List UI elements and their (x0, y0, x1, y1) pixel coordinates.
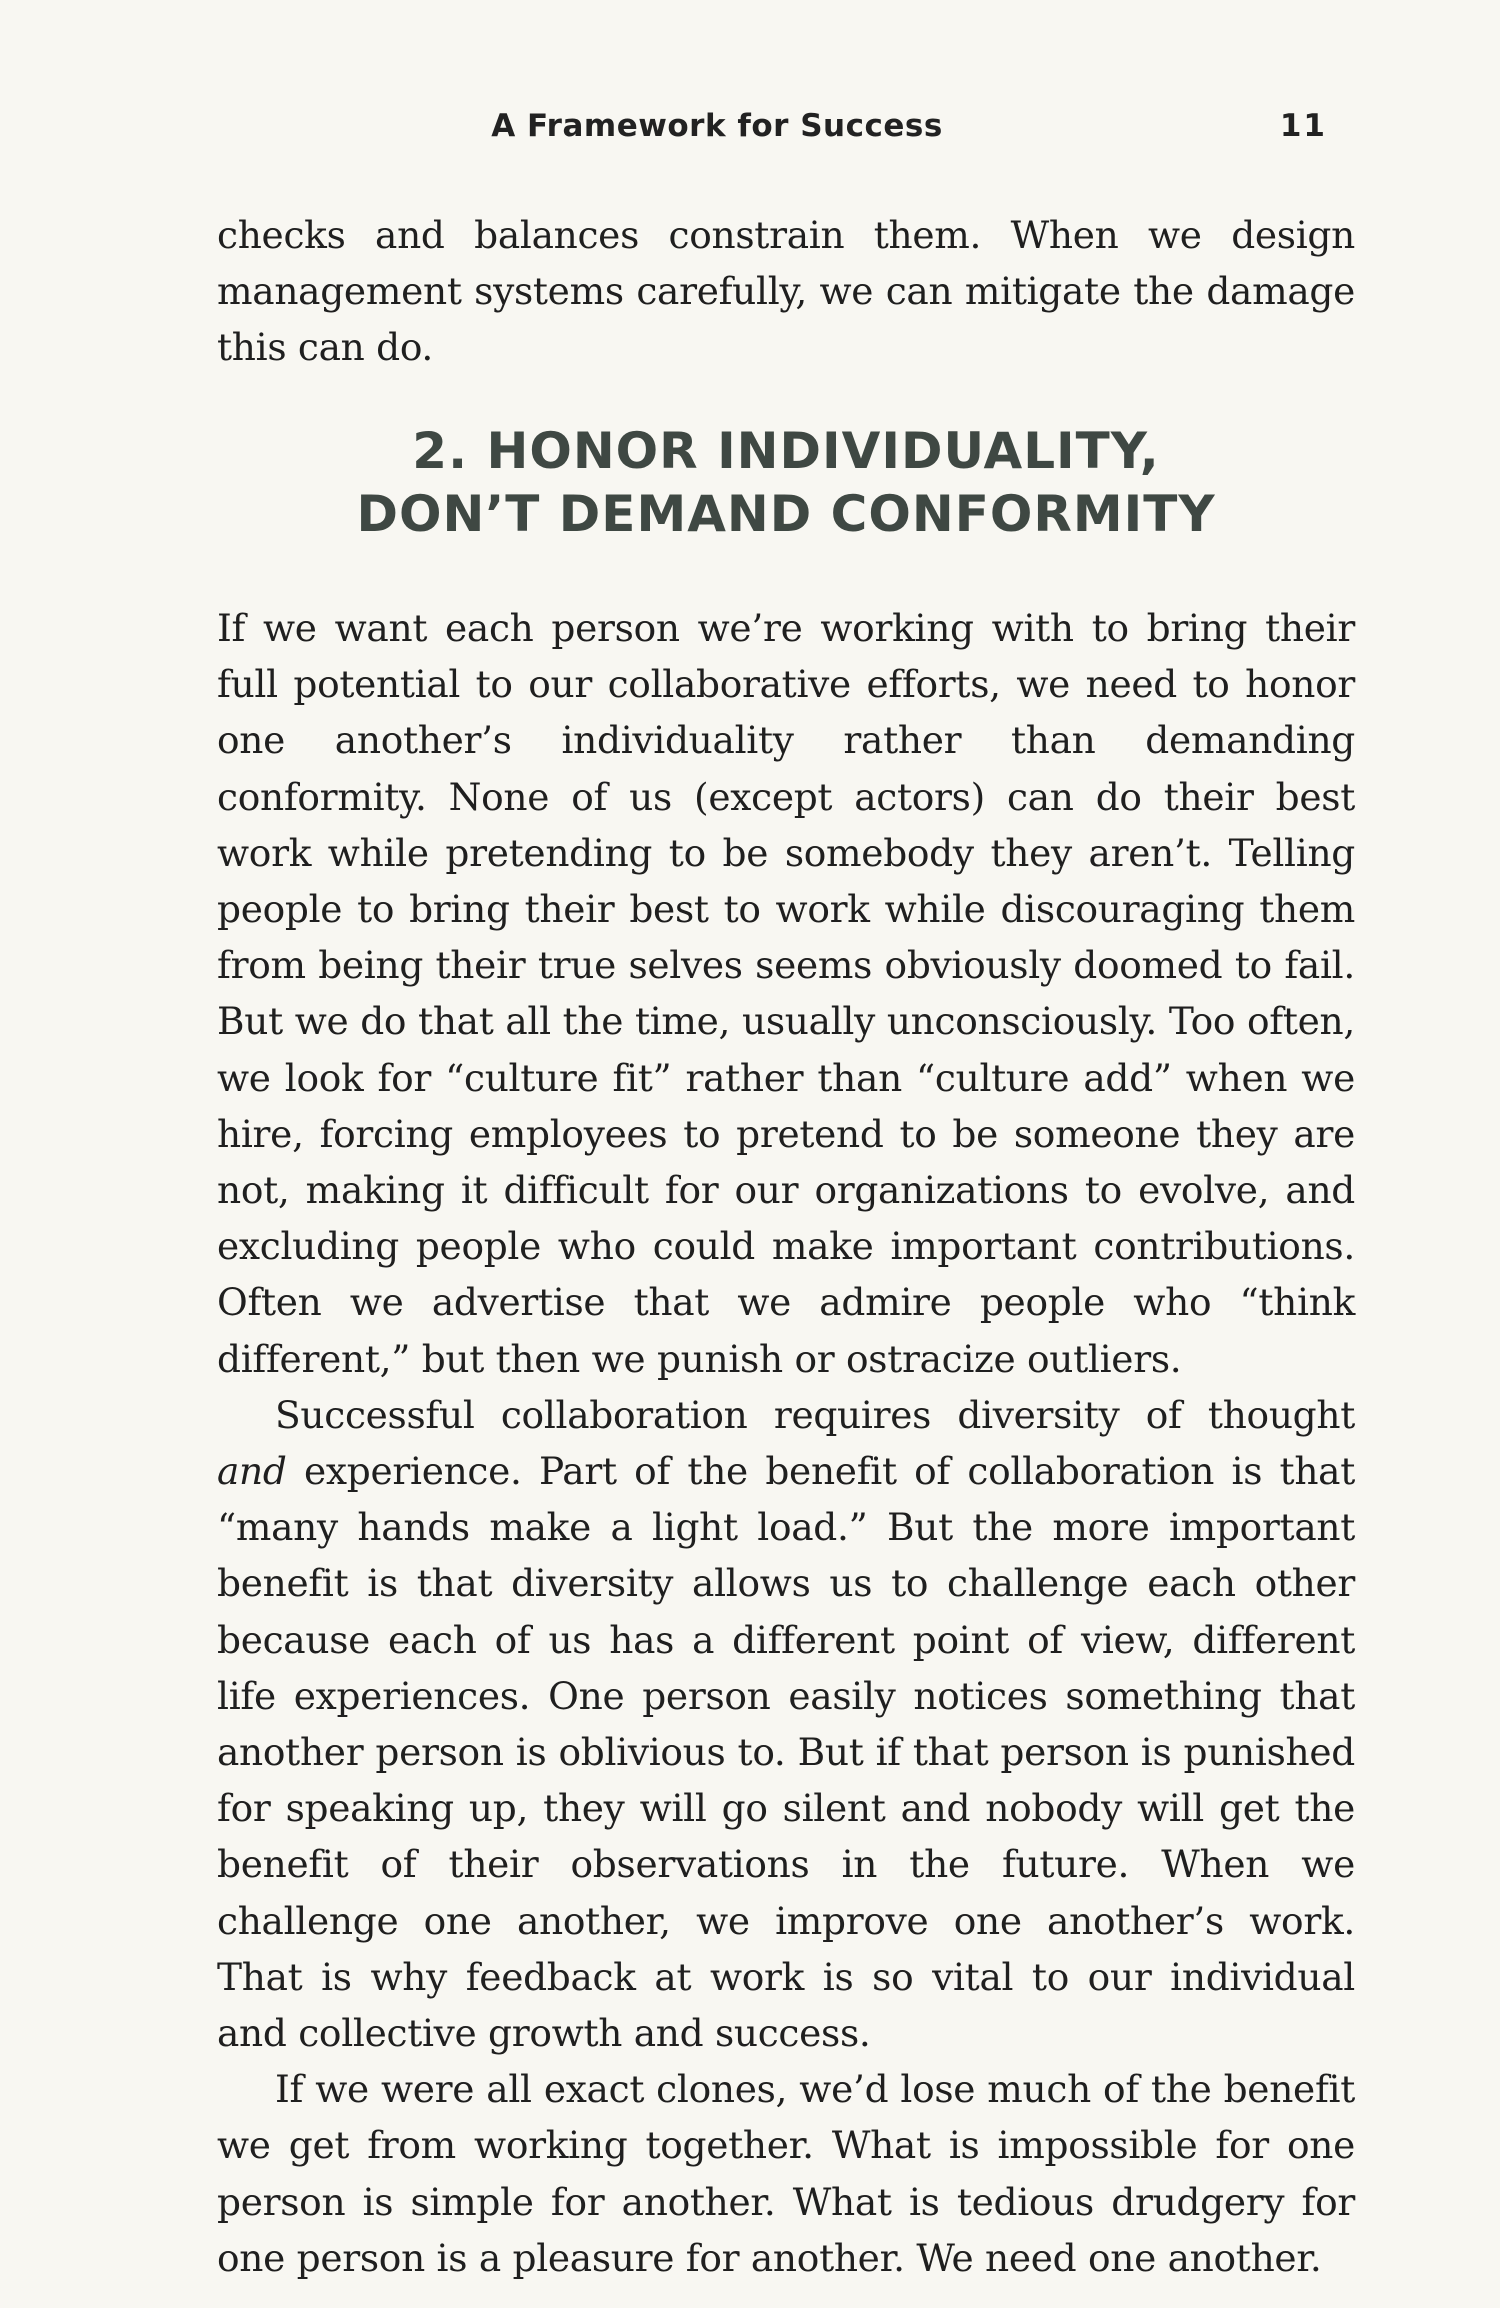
section-body (217, 600, 1355, 2286)
paragraph-1: If we want each person we’re working with to bring their full potential to our collaborative efforts, we need to honor one another’s individuality rather than demanding conformity. None of us (except actors) can do their best work while pretending to be somebody they aren’t. Telling people to bring their best to work while discouraging them from being their true selves seems obviously doomed to fail. But we do that all the time, usually unconsciously. Too often, we look for “culture fit” rather than “culture add” when we hire, forcing employees to pretend to be someone they are not, making it difficult for our organizations to evolve, and excluding people who could make important contributions. Often we advertise that we admire people who “think different,” but then we punish or ostracize outliers. (217, 606, 1355, 1381)
paragraph-2-emphasis: and (217, 1449, 287, 1494)
section-heading-line-1: 2. HONOR INDIVIDUALITY, (412, 422, 1160, 480)
section-heading-line-2: DON’T DEMAND CONFORMITY (356, 485, 1216, 543)
running-title: A Framework for Success (491, 108, 943, 144)
section-heading (217, 420, 1355, 546)
continuation-paragraph-block (217, 207, 1355, 376)
paragraph-3: If we were all exact clones, we’d lose much of the benefit we get from working together. What is impossible for one person is simple for another. What is tedious drudgery for one person is a pleasure for another. We need one another. (217, 2067, 1355, 2280)
paragraph-2-text-start: Successful collaboration requires diversity of thought (275, 1392, 1355, 1437)
continuation-paragraph: checks and balances constrain them. When we design management systems carefully, we can mitigate the damage this can do. (217, 213, 1355, 370)
page-number: 11 (1279, 108, 1327, 144)
paragraph-2 (217, 1387, 1355, 2061)
paragraph-2-text-end: experience. Part of the benefit of collaboration is that “many hands make a light load.” But the more important benefit is that diversity allows us to challenge each other because each of us has a different point of view, different life experiences. One person easily notices something that another person is oblivious to. But if that person is punished for speaking up, they will go silent and nobody will get the benefit of their observations in the future. When we challenge one another, we improve one another’s work. That is why feedback at work is so vital to our individual and collective growth and success. (217, 1449, 1355, 2056)
running-header (217, 108, 1327, 152)
